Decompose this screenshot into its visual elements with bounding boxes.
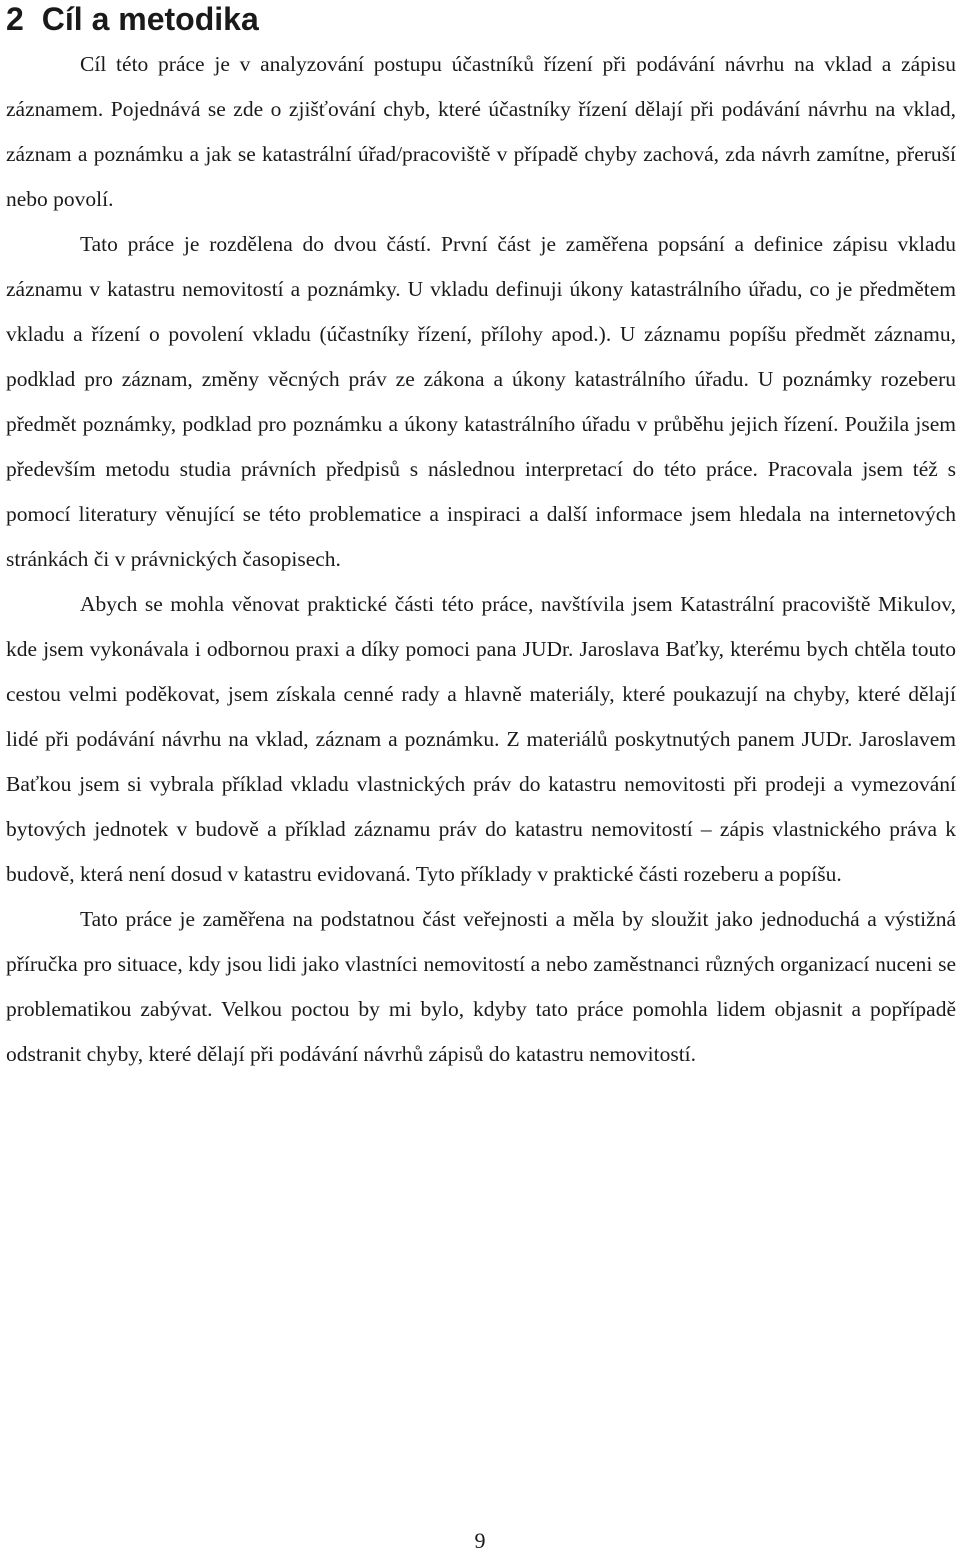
paragraph-structure: Tato práce je rozdělena do dvou částí. První část je zaměřena popsání a definice zápisu vkladu záznamu v katastru nemovitostí a poznámky. U vkladu definuji úkony katastrálního úřadu, co je předmětem vkladu a řízení o povolení vkladu (účastníky řízení, přílohy apod.). U záznamu popíšu předmět záznamu, podklad pro záznam, změny věcných práv ze zákona a úkony katastrálního úřadu. U poznámky rozeberu předmět poznámky, podklad pro poznámku a úkony katastrálního úřadu v průběhu jejich řízení. Použila jsem především metodu studia právních předpisů s následnou interpretací do této práce. Pracovala jsem též s pomocí literatury věnující se této problematice a inspiraci a další informace jsem hledala na internetových stránkách či v právnických časopisech. [6, 232, 956, 571]
paragraph-practical-part: Abych se mohla věnovat praktické části této práce, navštívila jsem Katastrální pracoviště Mikulov, kde jsem vykonávala i odbornou praxi a díky pomoci pana JUDr. Jaroslava Baťky, kterému bych chtěla touto cestou velmi poděkovat, jsem získala cenné rady a hlavně materiály, které poukazují na chyby, které dělají lidé při podávání návrhu na vklad, záznam a poznámku. Z materiálů poskytnutých panem JUDr. Jaroslavem Baťkou jsem si vybrala příklad vkladu vlastnických práv do katastru nemovitosti při prodeji a vymezování bytových jednotek v budově a příklad záznamu práv do katastru nemovitostí – zápis vlastnického práva k budově, která není dosud v katastru evidovaná. Tyto příklady v praktické části rozeberu a popíšu. [6, 592, 956, 886]
body-text [6, 42, 956, 1077]
chapter-title: Cíl a metodika [41, 1, 259, 37]
paragraph-goal: Cíl této práce je v analyzování postupu účastníků řízení při podávání návrhu na vklad a zápisu záznamem. Pojednává se zde o zjišťování chyb, které účastníky řízení dělají při podávání návrhu na vklad, záznam a poznámku a jak se katastrální úřad/pracoviště v případě chyby zachová, zda návrh zamítne, přeruší nebo povolí. [6, 52, 956, 211]
chapter-heading [6, 0, 259, 38]
page-number: 9 [474, 1528, 486, 1553]
chapter-number: 2 [6, 1, 24, 37]
paragraph-purpose: Tato práce je zaměřena na podstatnou část veřejnosti a měla by sloužit jako jednoduchá a výstižná příručka pro situace, kdy jsou lidi jako vlastníci nemovitostí a nebo zaměstnanci různých organizací nuceni se problematikou zabývat. Velkou poctou by mi bylo, kdyby tato práce pomohla lidem objasnit a popřípadě odstranit chyby, které dělají při podávání návrhů zápisů do katastru nemovitostí. [6, 907, 956, 1066]
